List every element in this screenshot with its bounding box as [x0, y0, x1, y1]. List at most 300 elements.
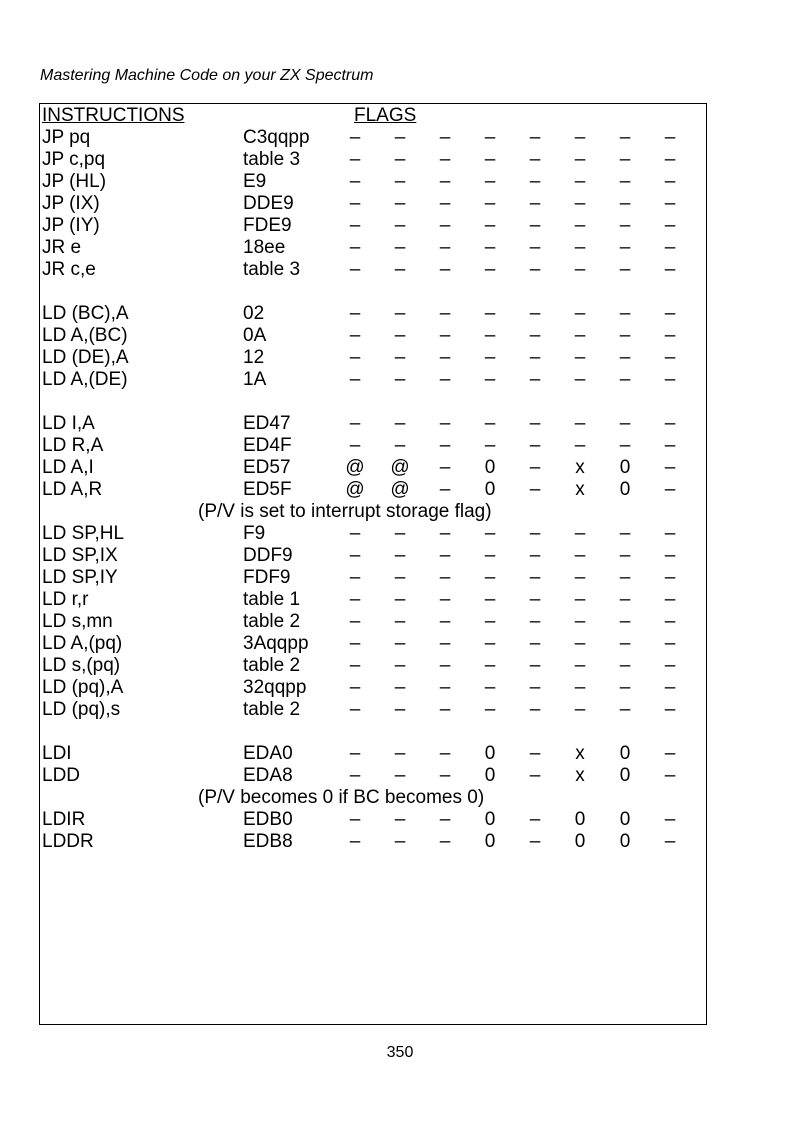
flag-cell: –: [529, 171, 541, 192]
flag-cell: –: [529, 149, 541, 170]
instruction-cell: LD s,mn: [42, 611, 113, 632]
flag-cell: –: [439, 831, 451, 852]
flag-cell: –: [439, 479, 451, 500]
table-row: [40, 742, 708, 766]
flag-cell: –: [529, 215, 541, 236]
flag-cell: –: [394, 589, 406, 610]
flag-cell: –: [439, 149, 451, 170]
flag-cell: –: [394, 633, 406, 654]
flag-cell: –: [664, 325, 676, 346]
table-row: [40, 148, 708, 172]
flag-cell: –: [529, 193, 541, 214]
flag-cell: –: [349, 303, 361, 324]
flag-cell: –: [394, 435, 406, 456]
table-header-row: [40, 104, 708, 128]
flag-cell: 0: [574, 831, 586, 852]
flag-cell: –: [574, 699, 586, 720]
flag-cell: –: [349, 633, 361, 654]
flag-cell: 0: [484, 809, 496, 830]
flag-cell: 0: [619, 765, 631, 786]
flag-cell: –: [574, 193, 586, 214]
flag-cell: –: [664, 457, 676, 478]
flag-cell: @: [390, 457, 410, 478]
flag-cell: –: [484, 369, 496, 390]
flag-cell: –: [439, 369, 451, 390]
instruction-cell: LD SP,IY: [42, 567, 118, 588]
flag-cell: –: [349, 325, 361, 346]
opcode-cell: EDB8: [243, 831, 293, 852]
opcode-cell: table 1: [243, 589, 301, 610]
flag-cell: –: [574, 413, 586, 434]
opcode-cell: ED47: [243, 413, 291, 434]
flag-cell: –: [484, 149, 496, 170]
flag-cell: @: [345, 457, 365, 478]
table-row: [40, 192, 708, 216]
table-row: [40, 258, 708, 282]
flag-cell: –: [529, 237, 541, 258]
flag-cell: –: [619, 655, 631, 676]
flag-cell: –: [529, 831, 541, 852]
table-row: [40, 346, 708, 370]
page-number: 350: [386, 1044, 414, 1061]
flag-cell: –: [664, 743, 676, 764]
table-row: [40, 478, 708, 502]
opcode-cell: 0A: [243, 325, 267, 346]
table-row: [40, 588, 708, 612]
flag-cell: –: [574, 677, 586, 698]
flag-cell: –: [394, 259, 406, 280]
table-row: [40, 126, 708, 150]
flag-cell: –: [574, 149, 586, 170]
flag-cell: 0: [484, 479, 496, 500]
flag-cell: x: [575, 457, 585, 478]
flag-cell: –: [394, 567, 406, 588]
instruction-cell: JR e: [42, 237, 82, 258]
flag-cell: –: [484, 589, 496, 610]
flag-cell: –: [484, 413, 496, 434]
flag-cell: –: [574, 127, 586, 148]
instruction-cell: LD (pq),s: [42, 699, 121, 720]
flag-cell: –: [394, 743, 406, 764]
opcode-cell: FDE9: [243, 215, 292, 236]
opcode-cell: 1A: [243, 369, 267, 390]
flag-cell: –: [484, 677, 496, 698]
flag-cell: –: [349, 149, 361, 170]
flag-cell: –: [394, 831, 406, 852]
instruction-cell: LD r,r: [42, 589, 89, 610]
flag-cell: –: [619, 171, 631, 192]
instruction-cell: JR c,e: [42, 259, 96, 280]
flag-cell: –: [439, 171, 451, 192]
opcode-cell: ED57: [243, 457, 291, 478]
flag-cell: –: [439, 589, 451, 610]
flag-cell: –: [574, 369, 586, 390]
instruction-cell: LDIR: [42, 809, 86, 830]
flag-cell: –: [349, 369, 361, 390]
table-row: [40, 676, 708, 700]
flag-cell: –: [619, 699, 631, 720]
flag-cell: –: [439, 677, 451, 698]
flag-cell: @: [345, 479, 365, 500]
table-row: [40, 764, 708, 788]
flag-cell: –: [484, 237, 496, 258]
flag-cell: 0: [619, 743, 631, 764]
flag-cell: –: [484, 325, 496, 346]
flag-cell: 0: [484, 457, 496, 478]
flag-cell: –: [664, 259, 676, 280]
flag-cell: –: [439, 611, 451, 632]
flag-cell: –: [394, 765, 406, 786]
flag-cell: –: [664, 545, 676, 566]
flag-cell: –: [619, 127, 631, 148]
opcode-cell: DDE9: [243, 193, 294, 214]
opcode-cell: 12: [243, 347, 265, 368]
flag-cell: 0: [484, 743, 496, 764]
instruction-cell: LD (BC),A: [42, 303, 129, 324]
table-row: [40, 324, 708, 348]
opcode-cell: table 2: [243, 699, 301, 720]
flag-cell: –: [619, 303, 631, 324]
running-head: Mastering Machine Code on your ZX Spectrum: [40, 67, 374, 84]
flag-cell: –: [394, 369, 406, 390]
flag-cell: –: [484, 523, 496, 544]
opcode-cell: C3qqpp: [243, 127, 310, 148]
flag-cell: 0: [574, 809, 586, 830]
table-row: [40, 698, 708, 722]
flag-cell: –: [664, 193, 676, 214]
opcode-cell: E9: [243, 171, 267, 192]
flag-cell: –: [529, 699, 541, 720]
flag-cell: –: [574, 611, 586, 632]
instruction-cell: LD A,I: [42, 457, 94, 478]
opcode-cell: EDA8: [243, 765, 293, 786]
flag-cell: –: [664, 303, 676, 324]
flag-cell: –: [349, 743, 361, 764]
instruction-cell: LDDR: [42, 831, 94, 852]
flag-cell: –: [664, 567, 676, 588]
instruction-cell: LD I,A: [42, 413, 95, 434]
opcode-cell: table 3: [243, 259, 301, 280]
flag-cell: –: [394, 699, 406, 720]
flag-cell: –: [529, 743, 541, 764]
flag-cell: x: [575, 479, 585, 500]
flag-cell: –: [574, 435, 586, 456]
flag-cell: –: [394, 127, 406, 148]
flag-cell: –: [439, 765, 451, 786]
flag-cell: –: [349, 677, 361, 698]
opcode-cell: 3Aqqpp: [243, 633, 309, 654]
flag-cell: –: [529, 567, 541, 588]
instruction-cell: LD SP,HL: [42, 523, 125, 544]
flag-cell: –: [439, 127, 451, 148]
flag-cell: –: [664, 127, 676, 148]
flag-cell: –: [529, 435, 541, 456]
flag-cell: –: [349, 347, 361, 368]
opcode-cell: table 2: [243, 611, 301, 632]
flag-cell: –: [619, 149, 631, 170]
flag-cell: –: [619, 589, 631, 610]
flag-cell: 0: [619, 479, 631, 500]
flag-cell: –: [574, 545, 586, 566]
flag-cell: –: [484, 633, 496, 654]
flag-cell: –: [439, 457, 451, 478]
flag-cell: –: [349, 567, 361, 588]
table-row: [40, 654, 708, 678]
flag-cell: –: [619, 325, 631, 346]
flag-cell: –: [574, 237, 586, 258]
flag-cell: –: [574, 325, 586, 346]
flag-cell: –: [529, 457, 541, 478]
flag-cell: –: [529, 765, 541, 786]
flag-cell: –: [664, 215, 676, 236]
flag-cell: –: [394, 325, 406, 346]
flag-cell: –: [664, 765, 676, 786]
instruction-cell: LDI: [42, 743, 72, 764]
flag-cell: –: [619, 633, 631, 654]
note-text: (P/V becomes 0 if BC becomes 0): [198, 787, 485, 808]
flag-cell: –: [349, 413, 361, 434]
flag-cell: –: [619, 215, 631, 236]
flag-cell: –: [394, 193, 406, 214]
flag-cell: –: [439, 413, 451, 434]
flag-cell: –: [439, 193, 451, 214]
instruction-cell: LD SP,IX: [42, 545, 118, 566]
flag-cell: –: [529, 633, 541, 654]
flag-cell: –: [664, 237, 676, 258]
flag-cell: –: [619, 193, 631, 214]
flag-cell: –: [574, 523, 586, 544]
flag-cell: –: [664, 435, 676, 456]
flag-cell: –: [394, 171, 406, 192]
opcode-cell: FDF9: [243, 567, 291, 588]
note-text: (P/V is set to interrupt storage flag): [198, 501, 492, 522]
flag-cell: –: [439, 809, 451, 830]
table-row: [40, 236, 708, 260]
flag-cell: –: [529, 809, 541, 830]
flag-cell: –: [349, 611, 361, 632]
instruction-cell: LD A,(pq): [42, 633, 123, 654]
flag-cell: 0: [619, 809, 631, 830]
flag-cell: –: [664, 369, 676, 390]
table-row: [40, 544, 708, 568]
flag-cell: –: [529, 611, 541, 632]
opcode-cell: EDA0: [243, 743, 293, 764]
flag-cell: –: [394, 347, 406, 368]
flags-heading: FLAGS: [354, 105, 417, 126]
flag-cell: –: [664, 479, 676, 500]
flag-cell: –: [664, 809, 676, 830]
flag-cell: –: [439, 215, 451, 236]
flag-cell: –: [484, 567, 496, 588]
flag-cell: –: [439, 655, 451, 676]
table-row: [40, 830, 708, 854]
flag-cell: 0: [484, 765, 496, 786]
flag-cell: –: [574, 633, 586, 654]
flag-cell: –: [439, 523, 451, 544]
flag-cell: –: [349, 435, 361, 456]
flag-cell: –: [394, 809, 406, 830]
flag-cell: –: [349, 171, 361, 192]
table-row: [40, 368, 708, 392]
opcode-cell: 18ee: [243, 237, 286, 258]
opcode-cell: DDF9: [243, 545, 293, 566]
flag-cell: –: [574, 655, 586, 676]
instruction-cell: LD A,(DE): [42, 369, 128, 390]
table-row: [40, 632, 708, 656]
flag-cell: –: [349, 545, 361, 566]
flag-cell: –: [619, 523, 631, 544]
table-row: [40, 170, 708, 194]
flag-cell: –: [484, 435, 496, 456]
flag-cell: –: [439, 347, 451, 368]
flag-cell: 0: [619, 831, 631, 852]
table-row: [40, 412, 708, 436]
flag-cell: –: [394, 413, 406, 434]
opcode-cell: 32qqpp: [243, 677, 307, 698]
flag-cell: –: [349, 215, 361, 236]
flag-cell: –: [529, 369, 541, 390]
opcode-cell: ED4F: [243, 435, 292, 456]
instruction-cell: LD (DE),A: [42, 347, 129, 368]
flag-cell: –: [349, 193, 361, 214]
flag-cell: –: [484, 193, 496, 214]
table-row: [40, 214, 708, 238]
flag-cell: –: [529, 413, 541, 434]
flag-cell: –: [394, 237, 406, 258]
flag-cell: –: [529, 589, 541, 610]
flag-cell: 0: [484, 831, 496, 852]
opcode-cell: EDB0: [243, 809, 293, 830]
flag-cell: –: [349, 809, 361, 830]
flag-cell: –: [439, 259, 451, 280]
flag-cell: –: [529, 347, 541, 368]
flag-cell: –: [664, 611, 676, 632]
flag-cell: –: [394, 545, 406, 566]
flag-cell: –: [439, 545, 451, 566]
flag-cell: –: [664, 633, 676, 654]
opcode-cell: table 3: [243, 149, 301, 170]
flag-cell: –: [619, 435, 631, 456]
instruction-cell: LD A,(BC): [42, 325, 128, 346]
flag-cell: –: [349, 259, 361, 280]
instruction-cell: LD (pq),A: [42, 677, 124, 698]
flag-cell: –: [664, 413, 676, 434]
flag-cell: –: [619, 369, 631, 390]
flag-cell: –: [484, 171, 496, 192]
flag-cell: –: [529, 259, 541, 280]
flag-cell: –: [664, 677, 676, 698]
flag-cell: –: [529, 677, 541, 698]
flag-cell: –: [394, 677, 406, 698]
flag-cell: –: [529, 655, 541, 676]
flag-cell: –: [394, 149, 406, 170]
flag-cell: –: [529, 523, 541, 544]
flag-cell: –: [619, 413, 631, 434]
instruction-cell: JP (HL): [42, 171, 107, 192]
flag-cell: –: [349, 831, 361, 852]
instruction-cell: JP pq: [42, 127, 91, 148]
flag-cell: –: [484, 259, 496, 280]
flag-cell: –: [664, 523, 676, 544]
flag-cell: –: [574, 589, 586, 610]
flag-cell: –: [664, 149, 676, 170]
flag-cell: –: [574, 567, 586, 588]
flag-cell: –: [619, 237, 631, 258]
flag-cell: –: [484, 655, 496, 676]
flag-cell: 0: [619, 457, 631, 478]
flag-cell: –: [439, 699, 451, 720]
flag-cell: –: [439, 303, 451, 324]
flag-cell: –: [349, 699, 361, 720]
flag-cell: –: [349, 523, 361, 544]
flag-cell: –: [529, 303, 541, 324]
flag-cell: –: [484, 545, 496, 566]
flag-cell: –: [574, 215, 586, 236]
instruction-cell: JP (IX): [42, 193, 100, 214]
flag-cell: –: [484, 215, 496, 236]
flag-cell: –: [439, 743, 451, 764]
flag-cell: –: [574, 347, 586, 368]
flag-cell: –: [619, 347, 631, 368]
flag-cell: –: [664, 699, 676, 720]
flag-cell: –: [439, 435, 451, 456]
table-row: [40, 610, 708, 634]
table-row: [40, 434, 708, 458]
opcode-cell: F9: [243, 523, 266, 544]
flag-cell: –: [574, 171, 586, 192]
flag-cell: –: [439, 237, 451, 258]
table-row: [40, 522, 708, 546]
flag-cell: –: [394, 655, 406, 676]
instruction-cell: JP (IY): [42, 215, 100, 236]
flag-cell: –: [619, 567, 631, 588]
flag-cell: –: [439, 567, 451, 588]
flag-cell: –: [484, 611, 496, 632]
flag-cell: x: [575, 743, 585, 764]
instruction-cell: LD A,R: [42, 479, 103, 500]
table-row: [40, 808, 708, 832]
flag-cell: –: [349, 765, 361, 786]
flag-cell: @: [390, 479, 410, 500]
instruction-cell: JP c,pq: [42, 149, 106, 170]
flag-cell: –: [574, 303, 586, 324]
instruction-cell: LD s,(pq): [42, 655, 121, 676]
flag-cell: –: [619, 259, 631, 280]
instruction-cell: LD R,A: [42, 435, 104, 456]
flag-cell: –: [484, 127, 496, 148]
flag-cell: –: [394, 523, 406, 544]
flag-cell: –: [349, 237, 361, 258]
flag-cell: –: [619, 677, 631, 698]
flag-cell: –: [529, 545, 541, 566]
table-row: [40, 566, 708, 590]
flag-cell: –: [574, 259, 586, 280]
flag-cell: –: [529, 127, 541, 148]
flag-cell: –: [619, 545, 631, 566]
flag-cell: –: [439, 633, 451, 654]
flag-cell: –: [349, 127, 361, 148]
flag-cell: x: [575, 765, 585, 786]
instructions-heading: INSTRUCTIONS: [42, 105, 185, 126]
flag-cell: –: [394, 215, 406, 236]
opcode-cell: 02: [243, 303, 265, 324]
flag-cell: –: [349, 589, 361, 610]
flag-cell: –: [349, 655, 361, 676]
instruction-cell: LDD: [42, 765, 81, 786]
flag-cell: –: [664, 347, 676, 368]
flag-cell: –: [394, 303, 406, 324]
flag-cell: –: [664, 171, 676, 192]
